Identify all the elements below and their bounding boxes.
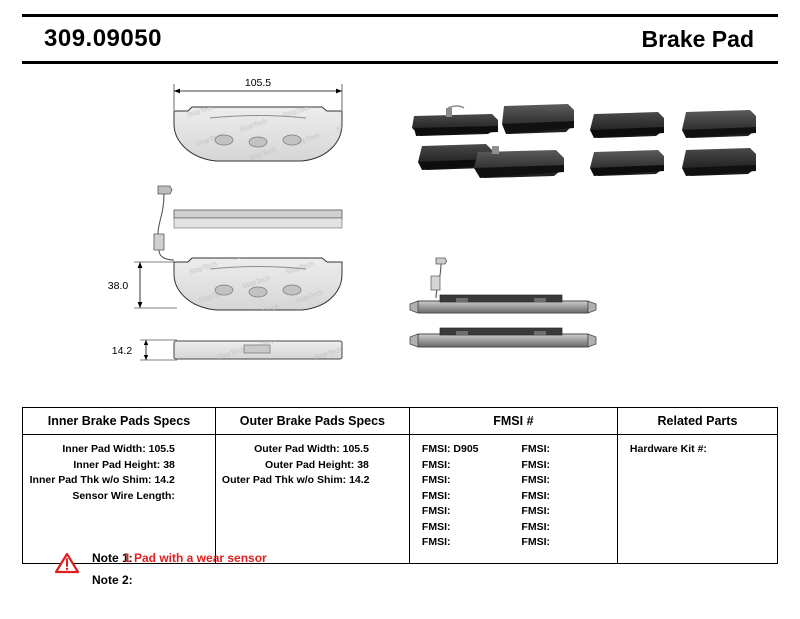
sensor-wire-length: Sensor Wire Length: [72, 489, 175, 502]
outer-specs-heading: Outer Brake Pads Specs [216, 408, 409, 435]
fmsi-row [416, 535, 611, 551]
fmsi-left: FMSI: [421, 489, 451, 502]
note-1-label: Note 1: [92, 551, 133, 565]
fmsi-right: FMSI: [521, 474, 550, 486]
fmsi-right: FMSI: [521, 443, 550, 455]
outer-pad-width: Outer Pad Width: 105.5 [254, 443, 369, 455]
related-parts-column [618, 408, 777, 563]
hardware-kit-number: Hardware Kit #: [629, 443, 707, 455]
inner-specs-column [23, 408, 216, 563]
fmsi-left: FMSI: [421, 505, 451, 517]
specs-table [22, 407, 778, 564]
inner-specs-heading: Inner Brake Pads Specs [23, 408, 215, 435]
note-2-label: Note 2: [92, 573, 133, 587]
fmsi-left: FMSI: [421, 474, 451, 486]
product-photo-right [584, 104, 772, 188]
fmsi-row [416, 504, 611, 520]
related-parts-heading: Related Parts [618, 408, 777, 435]
outer-specs-body [216, 435, 409, 545]
fmsi-left: FMSI: D905 [421, 443, 479, 455]
fmsi-row [416, 458, 611, 474]
fmsi-left: FMSI: [421, 520, 451, 533]
outer-specs-column [216, 408, 410, 563]
dim-thickness-label: 14.2 [111, 345, 133, 357]
dim-height-label: 38.0 [107, 280, 129, 292]
pad-thickness-view [112, 340, 342, 360]
fmsi-left: FMSI: [421, 458, 451, 471]
pad-edge-views [410, 258, 596, 347]
fmsi-row [416, 489, 611, 505]
drawing-area [22, 62, 778, 392]
fmsi-right: FMSI: [521, 505, 550, 517]
pad-face-view-2 [108, 258, 342, 310]
fmsi-column [410, 408, 618, 563]
part-number: 309.09050 [44, 25, 162, 52]
fmsi-right: FMSI: [521, 536, 550, 548]
note-2-row [50, 573, 650, 595]
fmsi-row [416, 520, 611, 536]
fmsi-right: FMSI: [521, 458, 550, 471]
related-parts-body [618, 435, 777, 545]
outer-pad-height: Outer Pad Height: 38 [265, 458, 369, 471]
fmsi-row [416, 473, 611, 489]
header-bar [22, 14, 778, 64]
fmsi-right: FMSI: [521, 520, 550, 533]
fmsi-left: FMSI: [421, 536, 451, 548]
notes-section [50, 551, 650, 595]
fmsi-right: FMSI: [521, 489, 550, 502]
note-1-row [50, 551, 650, 573]
outer-pad-thickness: Outer Pad Thk w/o Shim: 14.2 [221, 474, 370, 486]
page-title: Brake Pad [641, 25, 754, 52]
warning-icon [54, 552, 80, 574]
product-photo-left [412, 104, 574, 178]
note-1-value: 1 Pad with a wear sensor [124, 551, 267, 565]
pad-face-view [174, 77, 342, 161]
fmsi-row [416, 442, 611, 458]
fmsi-heading: FMSI # [410, 408, 617, 435]
inner-pad-width: Inner Pad Width: 105.5 [62, 443, 175, 455]
pad-side-view-with-sensor [154, 186, 342, 260]
inner-specs-body [23, 435, 215, 545]
brake-pad-drawings [22, 62, 778, 392]
dim-width-label: 105.5 [244, 77, 272, 89]
inner-pad-thickness: Inner Pad Thk w/o Shim: 14.2 [29, 474, 175, 486]
fmsi-body [410, 435, 617, 563]
inner-pad-height: Inner Pad Height: 38 [73, 458, 175, 471]
